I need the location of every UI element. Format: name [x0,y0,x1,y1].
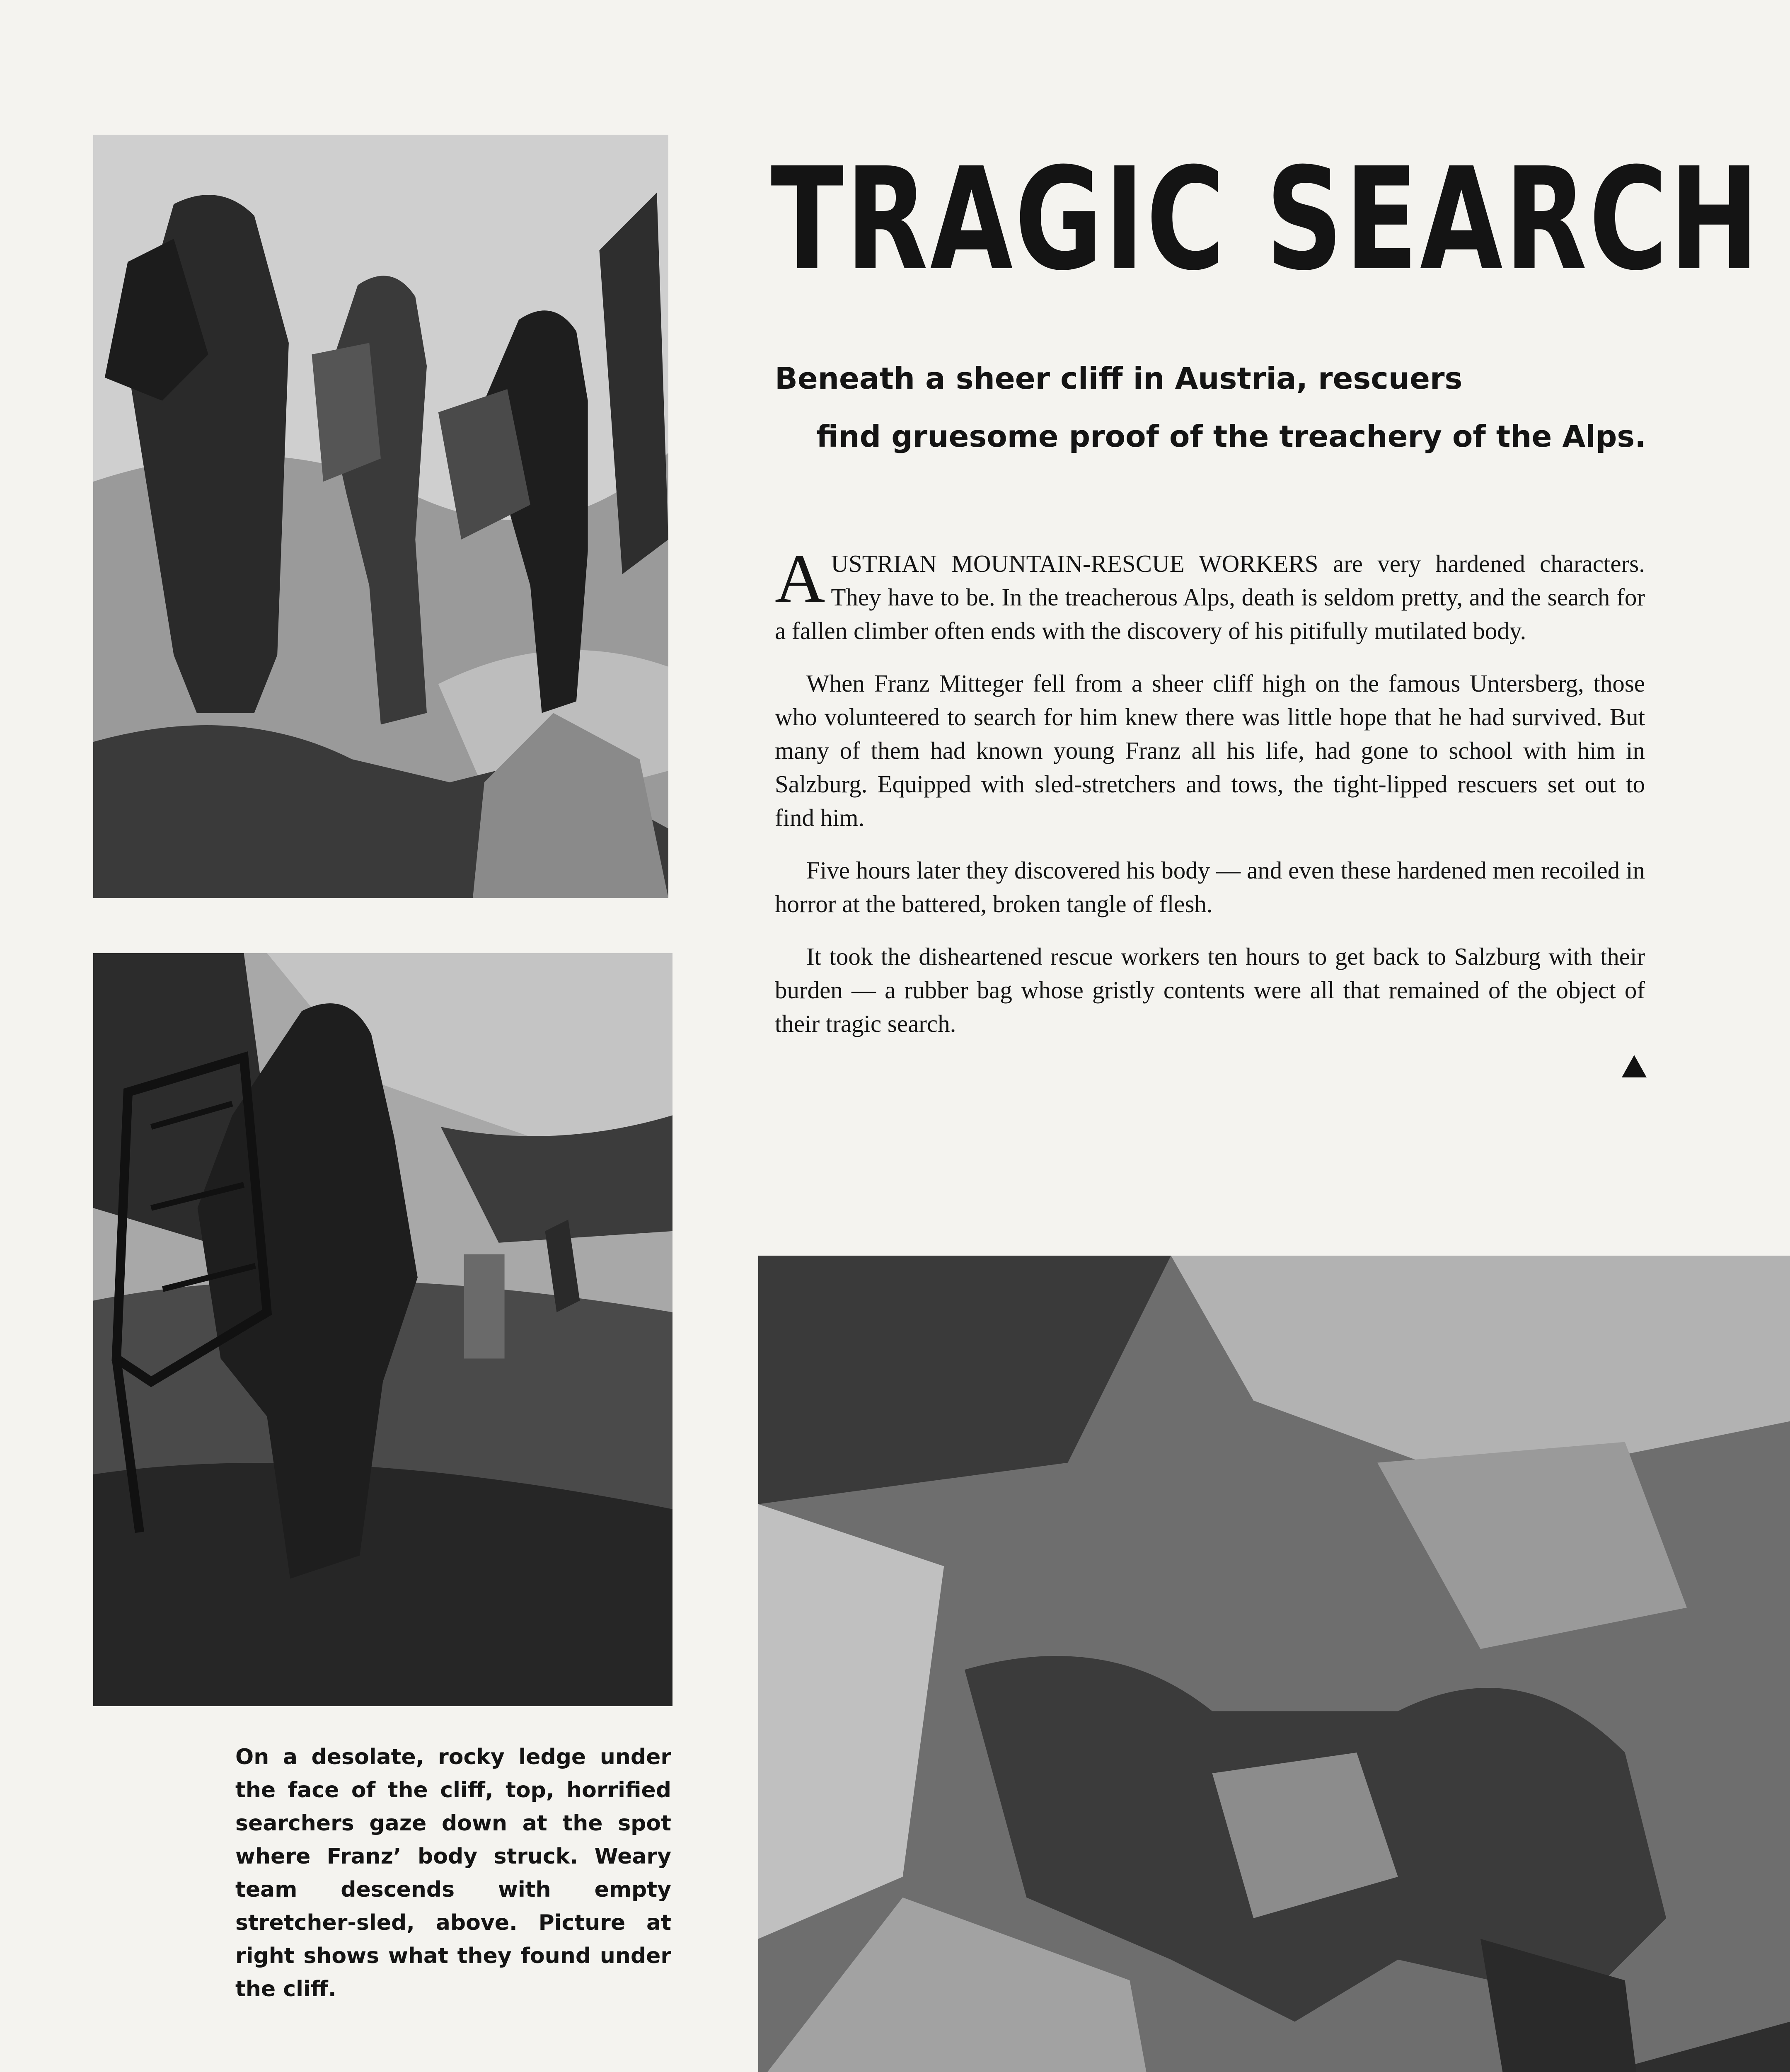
photo-team-descending [93,953,672,1706]
end-of-article-triangle-icon [1622,1055,1647,1077]
headline: TRAGIC SEARCH [771,138,1761,302]
photo-caption: On a desolate, rocky ledge under the face of the cliff, top, horrified searchers gaze down at the spot where Franz’ body struck. Weary team descends with empty stretcher-sled, above. Picture at right shows what they found under the cliff. [235,1745,671,2002]
photo-body-under-cliff [758,1256,1790,2072]
photo-team-descending-image [93,953,672,1706]
article-body [775,540,1645,1060]
article-paragraph: Five hours later they discovered his body — and even these hardened men recoiled in horror at the battered, broken tangle of flesh. [775,857,1645,917]
photo-rescuers-on-ledge-image [93,135,668,898]
article-paragraph: It took the disheartened rescue workers ten hours to get back to Salzburg with their burden — a rubber bag whose gristly contents were all that remained of the object of their tragic search. [775,943,1645,1037]
photo-body-under-cliff-image [758,1256,1790,2072]
subhead-line-2: find gruesome proof of the treachery of the Alps. [816,419,1646,454]
subhead-line-1: Beneath a sheer cliff in Austria, rescuers [775,361,1463,396]
article-paragraph-text: USTRIAN MOUNTAIN-RESCUE WORKERS are very hardened characters. They have to be. In the treacherous Alps, death is seldom pretty, and the search for a fallen climber often ends with the discovery of his pitifully mutilated body. [775,550,1645,644]
photo-rescuers-on-ledge [93,135,668,898]
article-paragraph: When Franz Mitteger fell from a sheer cliff high on the famous Untersberg, those who volunteered to search for him knew there was little hope that he had survived. But many of them had known young Franz all his life, had gone to school with him in Salzburg. Equipped with sled-stretchers and tows, the tight-lipped rescuers set out to find him. [775,670,1645,831]
drop-cap: A [775,540,825,617]
article-paragraph [775,540,1645,648]
